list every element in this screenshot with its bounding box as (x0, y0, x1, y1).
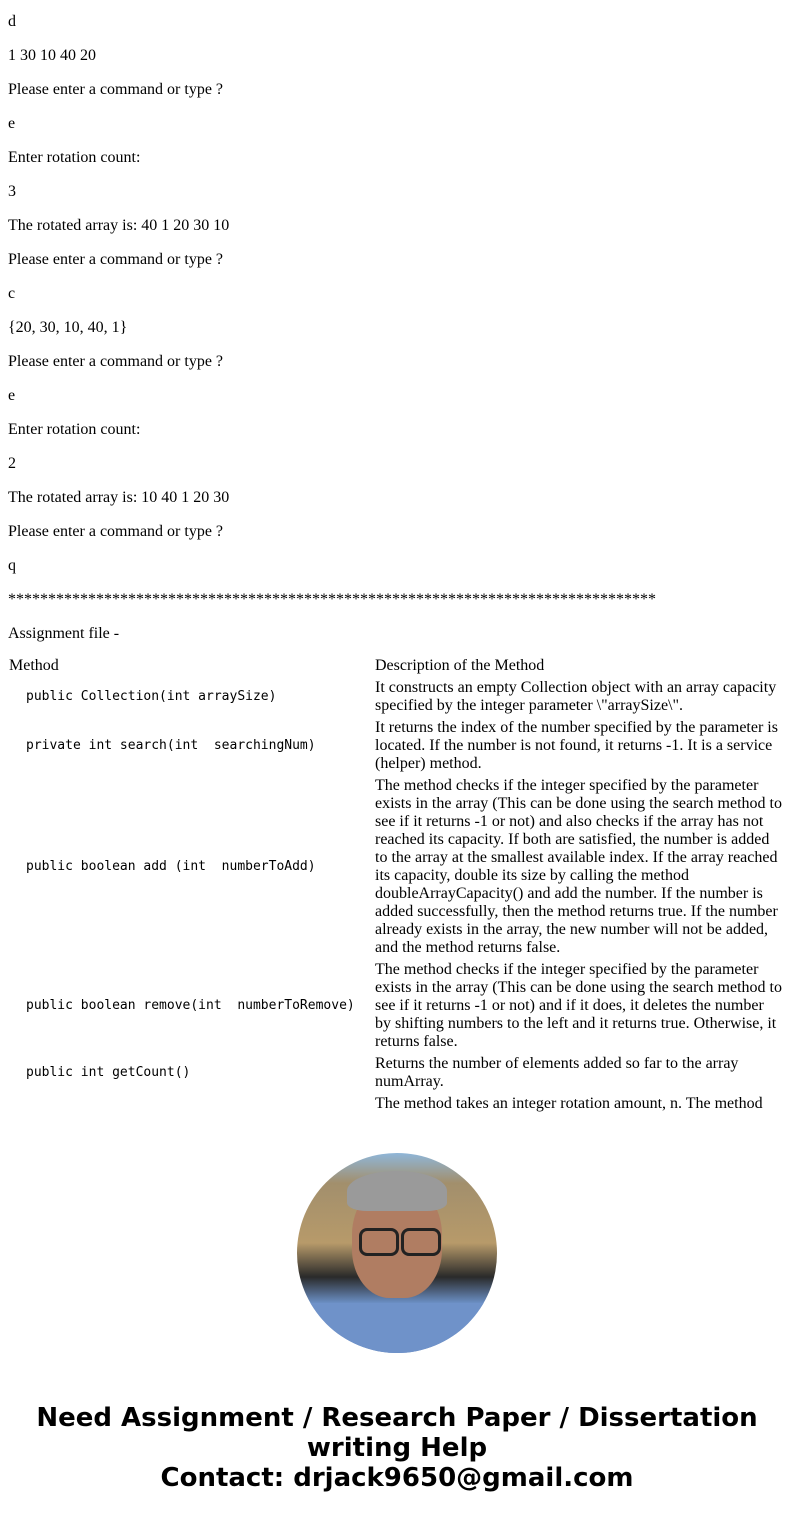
method-description: Returns the number of elements added so far to the array numArray. (375, 1055, 739, 1090)
output-line: e (8, 387, 16, 404)
table-row (8, 678, 784, 716)
method-signature (8, 1094, 372, 1114)
method-description: The method checks if the integer specified by the parameter exists in the array (This can be done using the search method to see if it returns -1 or not) and also checks if the array has not reached its capacity. If both are satisfied, the number is added to the array at the smallest available index. If the array reached its capacity, double its size by calling the method doubleArrayCapacity() and add the number. If the number is added successfully, then the method returns true. If the number already exists in the array, the new number will not be added, and the method returns false. (375, 777, 782, 956)
output-line: The rotated array is: 10 40 1 20 30 (8, 489, 230, 506)
output-line: Please enter a command or type ? (8, 523, 224, 540)
output-line: q (8, 557, 16, 574)
table-row (8, 776, 784, 958)
method-description: The method checks if the integer specified by the parameter exists in the array (This can be done using the search method to see if it returns -1 or not) and if it does, it deletes the number by shifting numbers to the left and it returns true. Otherwise, it returns false. (375, 961, 782, 1050)
method-signature: public boolean remove(int numberToRemove) (26, 998, 355, 1013)
output-line: Please enter a command or type ? (8, 353, 224, 370)
promo-contact: Contact: drjack9650@gmail.com (160, 1463, 634, 1493)
output-line: Please enter a command or type ? (8, 251, 224, 268)
method-description: It constructs an empty Collection object with an array capacity specified by the integer parameter \"arraySize\". (375, 679, 777, 714)
method-signature: private int search(int searchingNum) (26, 738, 316, 753)
method-description: The method takes an integer rotation amount, n. The method (375, 1095, 763, 1112)
output-line: Enter rotation count: (8, 149, 141, 166)
output-line: Assignment file - (8, 625, 120, 642)
methods-table (8, 654, 786, 1116)
header-description: Description of the Method (375, 657, 545, 674)
output-line: Enter rotation count: (8, 421, 141, 438)
table-row (8, 1054, 784, 1092)
output-line: 3 (8, 183, 16, 200)
method-description: It returns the index of the number specified by the parameter is located. If the number is not found, it returns -1. It is a service (helper) method. (375, 719, 778, 772)
author-photo (297, 1153, 497, 1353)
promo-headline: Need Assignment / Research Paper / Dissertation writing Help (36, 1403, 758, 1463)
document-content (8, 0, 786, 1123)
table-row (8, 960, 784, 1052)
output-line: {20, 30, 10, 40, 1} (8, 319, 128, 336)
method-signature: public int getCount() (26, 1065, 191, 1080)
output-line: 2 (8, 455, 16, 472)
table-row (8, 718, 784, 774)
method-signature: public boolean add (int numberToAdd) (26, 859, 316, 874)
output-line: ********************************************************************************* (8, 591, 656, 608)
output-line: d (8, 13, 16, 30)
method-signature: public Collection(int arraySize) (26, 689, 277, 704)
console-output (8, 0, 786, 646)
output-line: The rotated array is: 40 1 20 30 10 (8, 217, 230, 234)
table-row (8, 1094, 784, 1114)
output-line: Please enter a command or type ? (8, 81, 224, 98)
output-line: 1 30 10 40 20 (8, 47, 96, 64)
output-line: c (8, 285, 16, 302)
output-line: e (8, 115, 16, 132)
header-method: Method (9, 657, 59, 674)
promo-banner (0, 1403, 794, 1493)
